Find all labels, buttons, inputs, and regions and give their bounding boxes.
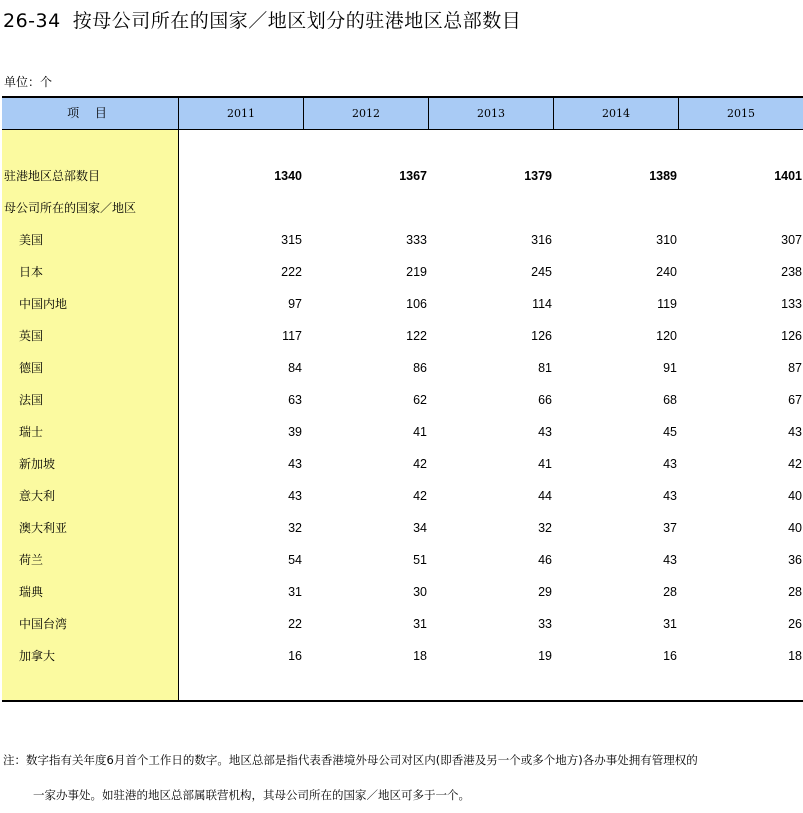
table-row — [2, 416, 803, 448]
cell-value: 1367 — [399, 169, 427, 183]
cell-value: 43 — [788, 425, 802, 439]
table-row — [2, 480, 803, 512]
cell-value: 1401 — [774, 169, 802, 183]
cell-value: 114 — [532, 297, 552, 311]
cell-value: 122 — [406, 329, 427, 343]
row-label: 加拿大 — [19, 649, 56, 663]
cell-value: 51 — [413, 553, 427, 567]
table-number: 26-34 — [3, 10, 61, 32]
cell-value: 43 — [538, 425, 552, 439]
cell-value: 33 — [538, 617, 552, 631]
cell-value: 86 — [413, 361, 427, 375]
row-label: 瑞士 — [19, 425, 44, 439]
table-header — [2, 98, 803, 130]
cell-value: 43 — [663, 489, 677, 503]
table-row — [2, 608, 803, 640]
cell-value: 66 — [538, 393, 552, 407]
cell-value: 40 — [788, 521, 802, 535]
footnote — [3, 743, 803, 813]
cell-value: 45 — [663, 425, 677, 439]
cell-value: 32 — [288, 521, 302, 535]
section-row — [2, 192, 803, 224]
cell-value: 63 — [288, 393, 302, 407]
footnote-line-1: 注：数字指有关年度6月首个工作日的数字。地区总部是指代表香港境外母公司对区内(即香港及另一个或多个地方)各办事处拥有管理权的 — [3, 753, 698, 767]
cell-value: 1379 — [524, 169, 552, 183]
cell-value: 84 — [288, 361, 302, 375]
cell-value: 42 — [413, 457, 427, 471]
unit-label: 单位：个 — [4, 75, 53, 89]
row-label: 英国 — [19, 329, 44, 343]
row-label: 澳大利亚 — [19, 521, 68, 535]
cell-value: 26 — [788, 617, 802, 631]
row-label: 驻港地区总部数目 — [4, 169, 101, 183]
row-label: 中国台湾 — [19, 617, 68, 631]
cell-value: 41 — [413, 425, 427, 439]
table-row — [2, 512, 803, 544]
cell-value: 28 — [788, 585, 802, 599]
cell-value: 43 — [288, 489, 302, 503]
cell-value: 117 — [282, 329, 302, 343]
table-row — [2, 224, 803, 256]
table-row — [2, 576, 803, 608]
cell-value: 31 — [663, 617, 677, 631]
table-title: 按母公司所在的国家／地区划分的驻港地区总部数目 — [72, 10, 522, 32]
cell-value: 43 — [663, 553, 677, 567]
cell-value: 1389 — [649, 169, 677, 183]
cell-value: 307 — [781, 233, 802, 247]
cell-value: 18 — [788, 649, 802, 663]
cell-value: 44 — [538, 489, 552, 503]
row-label: 荷兰 — [19, 553, 44, 567]
table-row — [2, 288, 803, 320]
cell-value: 81 — [538, 361, 552, 375]
table-row — [2, 320, 803, 352]
page-title — [3, 6, 521, 33]
cell-value: 16 — [663, 649, 677, 663]
row-label: 德国 — [19, 361, 44, 375]
table-row — [2, 544, 803, 576]
cell-value: 315 — [281, 233, 302, 247]
header-year-2015: 2015 — [678, 98, 803, 129]
table-row — [2, 256, 803, 288]
cell-value: 39 — [288, 425, 302, 439]
row-label: 瑞典 — [19, 585, 44, 599]
cell-value: 54 — [288, 553, 302, 567]
cell-value: 46 — [538, 553, 552, 567]
cell-value: 87 — [788, 361, 802, 375]
cell-value: 310 — [656, 233, 677, 247]
cell-value: 42 — [788, 457, 802, 471]
cell-value: 67 — [788, 393, 802, 407]
cell-value: 1340 — [274, 169, 302, 183]
cell-value: 40 — [788, 489, 802, 503]
row-label: 新加坡 — [19, 457, 56, 471]
cell-value: 126 — [781, 329, 802, 343]
cell-value: 19 — [538, 649, 552, 663]
row-label: 法国 — [19, 393, 44, 407]
row-label: 意大利 — [19, 489, 56, 503]
cell-value: 97 — [288, 297, 302, 311]
total-row — [2, 160, 803, 192]
cell-value: 28 — [663, 585, 677, 599]
row-label: 母公司所在的国家／地区 — [4, 201, 137, 215]
data-table — [2, 96, 803, 702]
cell-value: 62 — [413, 393, 427, 407]
cell-value: 42 — [413, 489, 427, 503]
table-row — [2, 448, 803, 480]
footnote-line-2: 一家办事处。如驻港的地区总部属联营机构，其母公司所在的国家／地区可多于一个。 — [33, 788, 470, 802]
row-label: 美国 — [19, 233, 44, 247]
cell-value: 126 — [531, 329, 552, 343]
cell-value: 240 — [656, 265, 677, 279]
cell-value: 43 — [663, 457, 677, 471]
cell-value: 333 — [406, 233, 427, 247]
cell-value: 41 — [538, 457, 552, 471]
cell-value: 222 — [281, 265, 302, 279]
header-year-2012: 2012 — [303, 98, 428, 129]
cell-value: 91 — [663, 361, 677, 375]
header-year-2013: 2013 — [428, 98, 553, 129]
cell-value: 16 — [288, 649, 302, 663]
cell-value: 34 — [413, 521, 427, 535]
cell-value: 133 — [781, 297, 802, 311]
cell-value: 245 — [531, 265, 552, 279]
cell-value: 29 — [538, 585, 552, 599]
cell-value: 37 — [663, 521, 677, 535]
cell-value: 238 — [781, 265, 802, 279]
cell-value: 36 — [788, 553, 802, 567]
cell-value: 32 — [538, 521, 552, 535]
table-row — [2, 640, 803, 672]
cell-value: 18 — [413, 649, 427, 663]
header-item: 项 目 — [67, 106, 113, 120]
header-year-2014: 2014 — [553, 98, 678, 129]
cell-value: 120 — [656, 329, 677, 343]
row-label: 日本 — [19, 265, 44, 279]
cell-value: 106 — [406, 297, 427, 311]
cell-value: 119 — [657, 297, 677, 311]
cell-value: 68 — [663, 393, 677, 407]
cell-value: 22 — [288, 617, 302, 631]
table-row — [2, 352, 803, 384]
cell-value: 31 — [413, 617, 427, 631]
table-row — [2, 384, 803, 416]
header-year-2011: 2011 — [178, 98, 303, 129]
cell-value: 31 — [288, 585, 302, 599]
row-label: 中国内地 — [19, 297, 68, 311]
cell-value: 219 — [406, 265, 427, 279]
cell-value: 316 — [531, 233, 552, 247]
cell-value: 30 — [413, 585, 427, 599]
cell-value: 43 — [288, 457, 302, 471]
